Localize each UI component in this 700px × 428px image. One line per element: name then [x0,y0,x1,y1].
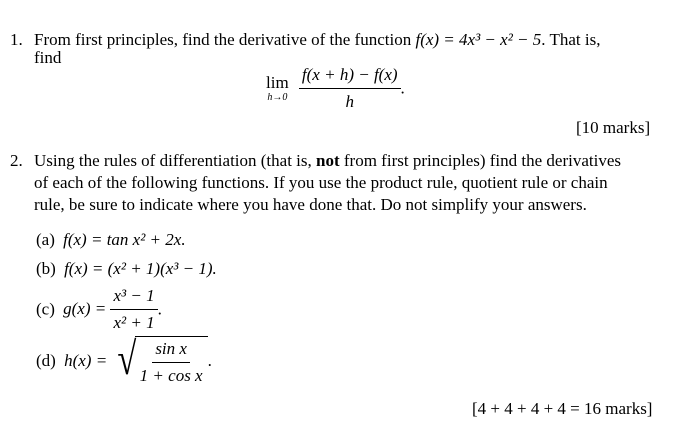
q2-not-emphasis: not [316,151,340,170]
q2-marks: [4 + 4 + 4 + 4 = 16 marks] [472,399,653,418]
q1-marks: [10 marks] [576,118,651,137]
part-c-label: (c) [36,299,55,319]
q1-number: 1. [10,30,23,49]
q1-find: find [34,48,62,67]
part-c-denominator: x² + 1 [113,312,155,332]
q2-intro-part-b: from first principles) find the derivatives [343,151,622,170]
part-b-expr: f(x) = (x² + 1)(x³ − 1). [64,259,217,278]
q2-intro-part-a: Using the rules of differentiation (that is, [34,151,312,170]
part-d-denominator: 1 + cos x [139,365,203,385]
part-a-expr: f(x) = tan x² + 2x. [63,230,186,249]
limit-operator [266,73,289,103]
q1-line1 [34,30,600,50]
part-b [36,259,217,279]
radical-sign: √ [117,333,137,384]
q2-intro-line2: of each of the following functions. If you use the product rule, quotient rule or chain [34,173,608,192]
part-d-lhs: h(x) = [64,350,108,370]
q1-that-is: . That is, [541,30,601,49]
q1-text: From first principles, find the derivative of the function [34,30,412,49]
lim-word: lim [266,73,289,93]
part-a [36,230,186,250]
part-c-fraction [110,286,157,332]
q2-intro-line1 [34,151,621,171]
q1-limit-expression: lim h→0 $\frac{f(x + h) - f(x)}{h}$ . [266,65,405,111]
part-a-label: (a) [36,230,55,249]
square-root [111,333,207,385]
q2-intro-line3: rule, be sure to indicate where you have done that. Do not simplify your answers. [34,195,587,214]
part-d-numerator: sin x [152,339,190,363]
q2-number: 2. [10,151,23,170]
part-c-numerator: x³ − 1 [110,286,157,310]
part-b-label: (b) [36,259,56,278]
part-c-lhs: g(x) = [63,299,107,319]
dq-denominator: h [345,91,354,111]
part-c: (c) g(x) = $\frac{\text{x³ − 1}}{\text{x² + 1}}$ . [36,286,162,332]
difference-quotient [299,65,401,111]
lim-subscript: h→0 [267,91,288,103]
part-d-label: (d) [36,350,56,370]
q1-function: f(x) = 4x³ − x² − 5 [415,30,542,49]
part-d-fraction [137,339,206,385]
dq-numerator: f(x + h) − f(x) [299,65,401,89]
part-d: (d) h(x) = √ $\frac{\text{sin x}}{\text{1 + cos x}}$ . [36,333,212,385]
